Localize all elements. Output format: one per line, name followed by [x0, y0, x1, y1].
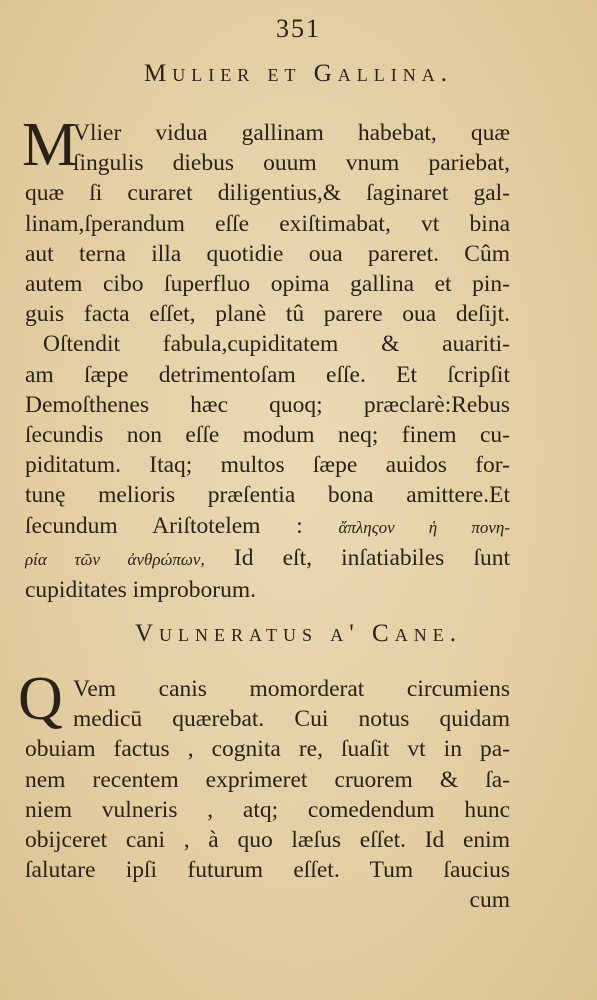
text-line: tunę melioris præſentia bona amittere.Et: [25, 482, 510, 509]
text-line: Oſtendit fabula,cupiditatem & auariti-: [43, 331, 510, 358]
text-line: Vem canis momorderat circumiens: [73, 676, 510, 702]
text-segment: Id eſt, inſatiabiles ſunt: [233, 544, 510, 571]
text-line: linam,ſperandum eſſe exiſtimabat, vt bina: [25, 210, 510, 237]
drop-cap-initial: M: [22, 111, 78, 179]
text-line: quæ ſi curaret diligentius,& ſaginaret gal-: [25, 180, 510, 207]
fable-title-vulneratus-a-cane: Vulneratus a' Cane.: [135, 620, 462, 647]
text-line: [25, 543, 510, 575]
page-number: 351: [276, 14, 321, 43]
catchword: cum: [469, 887, 510, 914]
fable-1-text: [25, 118, 510, 605]
text-line: Vlier vidua gallinam habebat, quæ: [73, 120, 510, 146]
fable-2-text: [25, 674, 510, 916]
greek-text: ἄπληςον ἡ πονη-: [338, 517, 510, 537]
text-line: medicū quærebat. Cui notus quidam: [73, 706, 510, 733]
text-line: ſecundis non eſſe modum neq; finem cu-: [25, 422, 510, 449]
text-segment: ſecundum Ariſtotelem :: [25, 512, 303, 539]
text-line: cupiditates improborum.: [25, 577, 257, 604]
text-line: autem cibo ſuperfluo opima gallina et pin-: [25, 271, 510, 298]
drop-cap-initial: Q: [18, 665, 63, 733]
text-line: [25, 511, 510, 543]
fable-title-mulier-et-gallina: Mulier et Gallina.: [144, 60, 453, 87]
text-line: ſingulis diebus ouum vnum pariebat,: [73, 150, 510, 177]
text-line: aut terna illa quotidie oua pareret. Cûm: [25, 240, 510, 267]
text-line: niem vulneris , atq; comedendum hunc: [25, 796, 510, 823]
text-line: ſalutare ipſi futurum eſſet. Tum ſaucius: [25, 857, 510, 884]
text-line: obijceret cani , à quo læſus eſſet. Id enim: [25, 827, 510, 854]
text-line: nem recentem exprimeret cruorem & ſa-: [25, 766, 510, 793]
text-line: piditatum. Itaq; multos ſæpe auidos for-: [25, 452, 510, 479]
text-line: Demoſthenes hæc quoq; præclarè:Rebus: [25, 391, 510, 418]
text-line: am ſæpe detrimentoſam eſſe. Et ſcripſit: [25, 361, 510, 388]
text-line: guis facta eſſet, planè tû parere oua deſijt.: [25, 301, 510, 328]
text-line: obuiam factus , cognita re, ſuaſit vt in pa-: [25, 736, 510, 763]
greek-text: ρία τῶν ἀνθρώπων,: [25, 549, 205, 569]
